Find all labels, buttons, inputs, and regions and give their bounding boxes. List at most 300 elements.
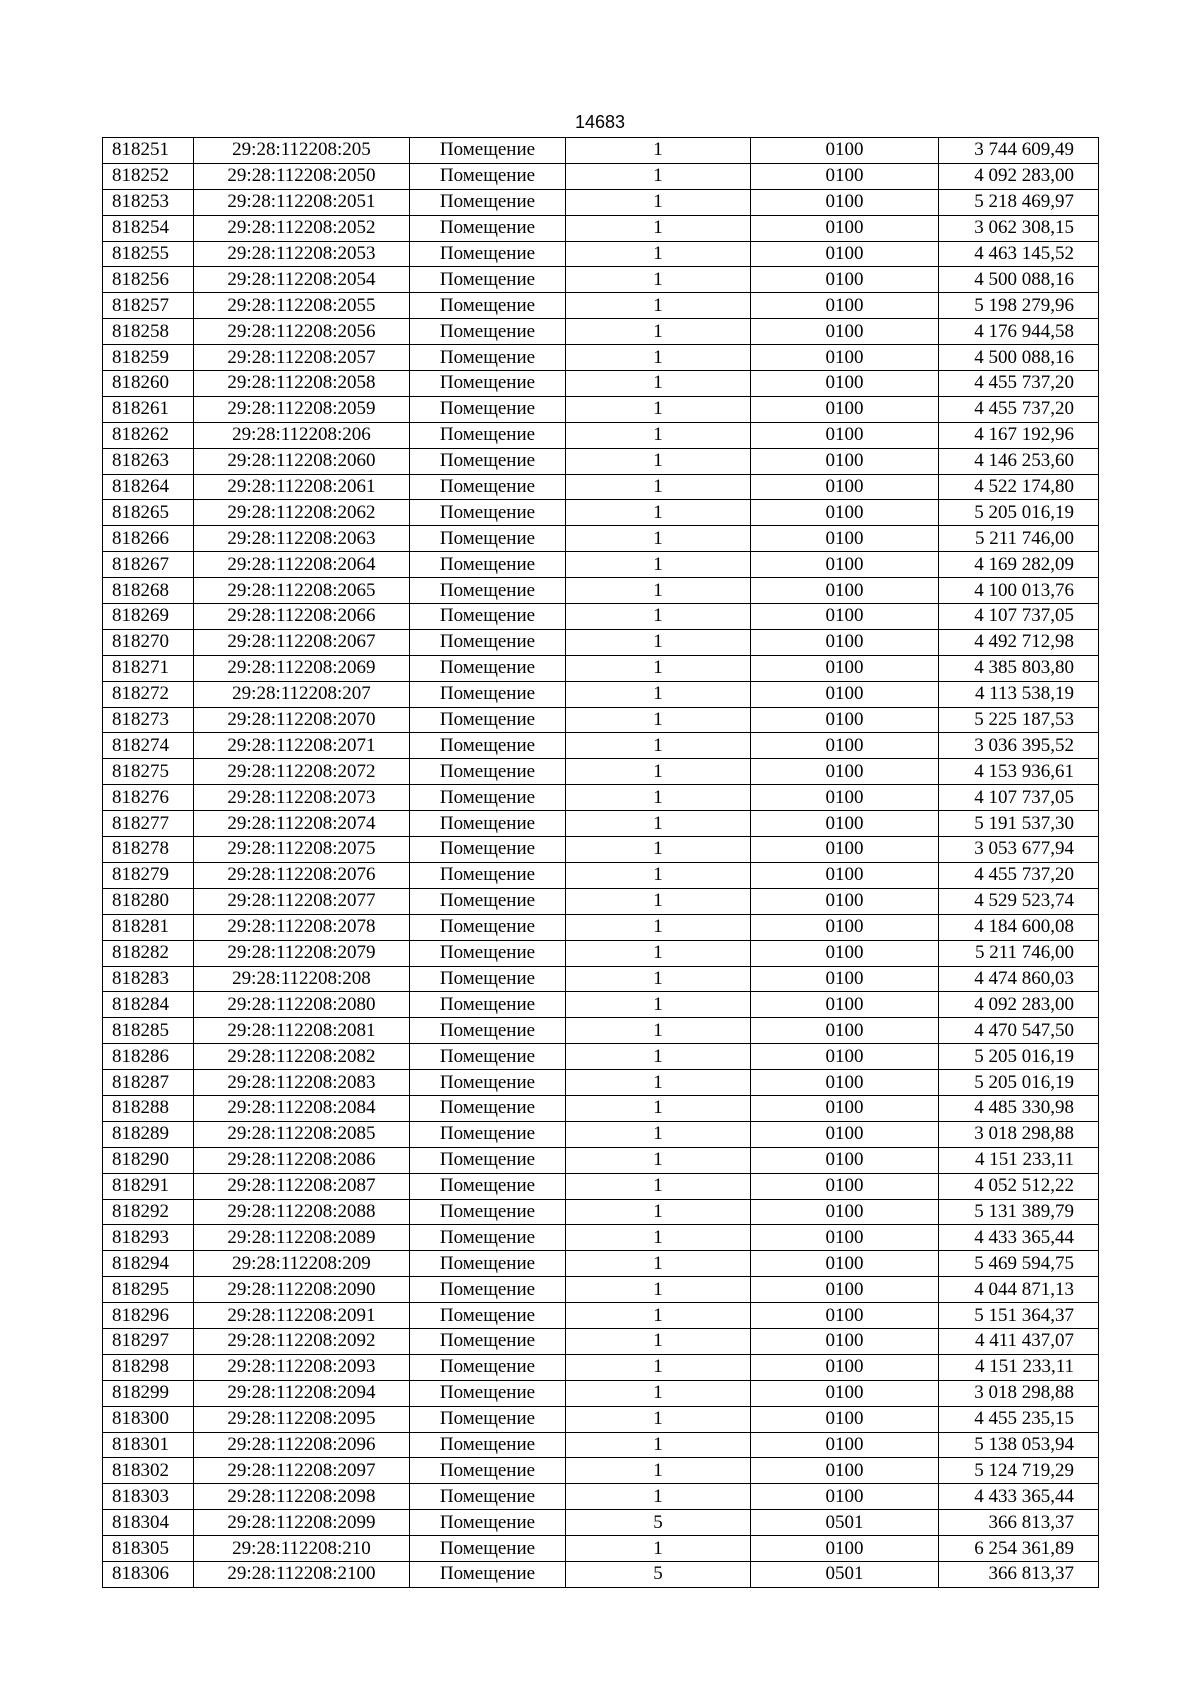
group-cell: 1 [566, 655, 751, 681]
cadastral-value-cell: 4 092 283,00 [939, 163, 1099, 189]
object-type-cell: Помещение [410, 1561, 566, 1587]
group-cell: 1 [566, 1095, 751, 1121]
object-type-cell: Помещение [410, 837, 566, 863]
table-row [103, 293, 1099, 319]
group-cell: 1 [566, 759, 751, 785]
object-type-cell: Помещение [410, 733, 566, 759]
object-type-cell: Помещение [410, 940, 566, 966]
object-type-cell: Помещение [410, 1510, 566, 1536]
table-row [103, 966, 1099, 992]
cadastral-number-cell: 29:28:112208:2071 [194, 733, 410, 759]
record-number-cell: 818269 [103, 604, 194, 630]
group-cell: 1 [566, 500, 751, 526]
cadastral-value-cell: 4 455 737,20 [939, 396, 1099, 422]
table-row [103, 888, 1099, 914]
cadastral-number-cell: 29:28:112208:2058 [194, 371, 410, 397]
group-cell: 1 [566, 604, 751, 630]
code-cell: 0100 [751, 215, 939, 241]
cadastral-number-cell: 29:28:112208:2063 [194, 526, 410, 552]
code-cell: 0100 [751, 500, 939, 526]
code-cell: 0100 [751, 552, 939, 578]
group-cell: 1 [566, 1536, 751, 1562]
cadastral-number-cell: 29:28:112208:2090 [194, 1277, 410, 1303]
table-row [103, 837, 1099, 863]
object-type-cell: Помещение [410, 371, 566, 397]
record-number-cell: 818289 [103, 1121, 194, 1147]
cadastral-value-cell: 4 113 538,19 [939, 681, 1099, 707]
group-cell: 1 [566, 345, 751, 371]
group-cell: 1 [566, 681, 751, 707]
cadastral-number-cell: 29:28:112208:2072 [194, 759, 410, 785]
code-cell: 0100 [751, 1354, 939, 1380]
group-cell: 1 [566, 1044, 751, 1070]
cadastral-value-cell: 4 184 600,08 [939, 914, 1099, 940]
cadastral-value-cell: 4 433 365,44 [939, 1484, 1099, 1510]
record-number-cell: 818301 [103, 1432, 194, 1458]
record-number-cell: 818252 [103, 163, 194, 189]
object-type-cell: Помещение [410, 759, 566, 785]
object-type-cell: Помещение [410, 1458, 566, 1484]
table-row [103, 396, 1099, 422]
object-type-cell: Помещение [410, 1484, 566, 1510]
cadastral-number-cell: 29:28:112208:2069 [194, 655, 410, 681]
cadastral-number-cell: 29:28:112208:2054 [194, 267, 410, 293]
cadastral-value-cell: 4 485 330,98 [939, 1095, 1099, 1121]
code-cell: 0100 [751, 1432, 939, 1458]
table-row [103, 1225, 1099, 1251]
cadastral-value-cell: 5 131 389,79 [939, 1199, 1099, 1225]
code-cell: 0100 [751, 138, 939, 164]
cadastral-value-cell: 5 211 746,00 [939, 526, 1099, 552]
code-cell: 0501 [751, 1510, 939, 1536]
record-number-cell: 818300 [103, 1406, 194, 1432]
cadastral-number-cell: 29:28:112208:2060 [194, 448, 410, 474]
group-cell: 1 [566, 241, 751, 267]
code-cell: 0100 [751, 785, 939, 811]
cadastral-number-cell: 29:28:112208:2091 [194, 1303, 410, 1329]
code-cell: 0100 [751, 888, 939, 914]
cadastral-number-cell: 29:28:112208:2085 [194, 1121, 410, 1147]
table-row [103, 422, 1099, 448]
record-number-cell: 818268 [103, 578, 194, 604]
group-cell: 1 [566, 267, 751, 293]
table-row [103, 707, 1099, 733]
group-cell: 1 [566, 1406, 751, 1432]
record-number-cell: 818265 [103, 500, 194, 526]
cadastral-number-cell: 29:28:112208:2075 [194, 837, 410, 863]
record-number-cell: 818282 [103, 940, 194, 966]
table-row [103, 1406, 1099, 1432]
table-row [103, 163, 1099, 189]
record-number-cell: 818278 [103, 837, 194, 863]
object-type-cell: Помещение [410, 396, 566, 422]
cadastral-value-cell: 4 385 803,80 [939, 655, 1099, 681]
group-cell: 1 [566, 1199, 751, 1225]
object-type-cell: Помещение [410, 319, 566, 345]
cadastral-value-cell: 5 198 279,96 [939, 293, 1099, 319]
object-type-cell: Помещение [410, 811, 566, 837]
cadastral-value-cell: 4 455 737,20 [939, 862, 1099, 888]
cadastral-number-cell: 29:28:112208:2081 [194, 1018, 410, 1044]
object-type-cell: Помещение [410, 293, 566, 319]
registry-table [102, 137, 1099, 1588]
cadastral-number-cell: 29:28:112208:2093 [194, 1354, 410, 1380]
code-cell: 0100 [751, 862, 939, 888]
cadastral-value-cell: 3 053 677,94 [939, 837, 1099, 863]
code-cell: 0100 [751, 345, 939, 371]
group-cell: 1 [566, 1432, 751, 1458]
object-type-cell: Помещение [410, 345, 566, 371]
cadastral-value-cell: 5 205 016,19 [939, 500, 1099, 526]
code-cell: 0501 [751, 1561, 939, 1587]
code-cell: 0100 [751, 966, 939, 992]
record-number-cell: 818272 [103, 681, 194, 707]
record-number-cell: 818288 [103, 1095, 194, 1121]
cadastral-value-cell: 5 151 364,37 [939, 1303, 1099, 1329]
record-number-cell: 818255 [103, 241, 194, 267]
cadastral-value-cell: 3 062 308,15 [939, 215, 1099, 241]
cadastral-value-cell: 5 124 719,29 [939, 1458, 1099, 1484]
table-row [103, 1199, 1099, 1225]
cadastral-value-cell: 5 218 469,97 [939, 189, 1099, 215]
code-cell: 0100 [751, 526, 939, 552]
object-type-cell: Помещение [410, 189, 566, 215]
group-cell: 1 [566, 1147, 751, 1173]
cadastral-value-cell: 4 455 235,15 [939, 1406, 1099, 1432]
cadastral-value-cell: 5 225 187,53 [939, 707, 1099, 733]
cadastral-number-cell: 29:28:112208:2076 [194, 862, 410, 888]
cadastral-value-cell: 5 205 016,19 [939, 1044, 1099, 1070]
cadastral-value-cell: 3 744 609,49 [939, 138, 1099, 164]
record-number-cell: 818251 [103, 138, 194, 164]
object-type-cell: Помещение [410, 138, 566, 164]
record-number-cell: 818284 [103, 992, 194, 1018]
table-row [103, 1121, 1099, 1147]
object-type-cell: Помещение [410, 1380, 566, 1406]
group-cell: 1 [566, 862, 751, 888]
object-type-cell: Помещение [410, 1432, 566, 1458]
record-number-cell: 818262 [103, 422, 194, 448]
code-cell: 0100 [751, 1277, 939, 1303]
table-row [103, 345, 1099, 371]
code-cell: 0100 [751, 371, 939, 397]
cadastral-number-cell: 29:28:112208:2100 [194, 1561, 410, 1587]
table-row [103, 940, 1099, 966]
cadastral-value-cell: 4 463 145,52 [939, 241, 1099, 267]
table-row [103, 992, 1099, 1018]
object-type-cell: Помещение [410, 1095, 566, 1121]
cadastral-number-cell: 29:28:112208:2083 [194, 1070, 410, 1096]
record-number-cell: 818296 [103, 1303, 194, 1329]
record-number-cell: 818281 [103, 914, 194, 940]
table-row [103, 1536, 1099, 1562]
table-row [103, 759, 1099, 785]
code-cell: 0100 [751, 940, 939, 966]
object-type-cell: Помещение [410, 992, 566, 1018]
cadastral-number-cell: 29:28:112208:2052 [194, 215, 410, 241]
record-number-cell: 818260 [103, 371, 194, 397]
object-type-cell: Помещение [410, 474, 566, 500]
record-number-cell: 818297 [103, 1328, 194, 1354]
record-number-cell: 818253 [103, 189, 194, 215]
group-cell: 5 [566, 1561, 751, 1587]
object-type-cell: Помещение [410, 1199, 566, 1225]
table-row [103, 1277, 1099, 1303]
table-row [103, 629, 1099, 655]
object-type-cell: Помещение [410, 629, 566, 655]
record-number-cell: 818302 [103, 1458, 194, 1484]
cadastral-number-cell: 29:28:112208:2051 [194, 189, 410, 215]
cadastral-number-cell: 29:28:112208:2082 [194, 1044, 410, 1070]
object-type-cell: Помещение [410, 1070, 566, 1096]
cadastral-value-cell: 4 411 437,07 [939, 1328, 1099, 1354]
record-number-cell: 818304 [103, 1510, 194, 1536]
group-cell: 1 [566, 319, 751, 345]
cadastral-number-cell: 29:28:112208:206 [194, 422, 410, 448]
cadastral-number-cell: 29:28:112208:209 [194, 1251, 410, 1277]
group-cell: 1 [566, 215, 751, 241]
cadastral-number-cell: 29:28:112208:2057 [194, 345, 410, 371]
table-row [103, 914, 1099, 940]
group-cell: 1 [566, 785, 751, 811]
group-cell: 1 [566, 552, 751, 578]
record-number-cell: 818280 [103, 888, 194, 914]
object-type-cell: Помещение [410, 267, 566, 293]
cadastral-number-cell: 29:28:112208:2073 [194, 785, 410, 811]
cadastral-number-cell: 29:28:112208:2087 [194, 1173, 410, 1199]
table-row [103, 1561, 1099, 1587]
group-cell: 1 [566, 526, 751, 552]
object-type-cell: Помещение [410, 966, 566, 992]
cadastral-number-cell: 29:28:112208:2050 [194, 163, 410, 189]
object-type-cell: Помещение [410, 1303, 566, 1329]
cadastral-number-cell: 29:28:112208:2070 [194, 707, 410, 733]
cadastral-value-cell: 4 455 737,20 [939, 371, 1099, 397]
code-cell: 0100 [751, 1095, 939, 1121]
group-cell: 1 [566, 966, 751, 992]
group-cell: 1 [566, 707, 751, 733]
record-number-cell: 818303 [103, 1484, 194, 1510]
table-row [103, 1070, 1099, 1096]
group-cell: 1 [566, 448, 751, 474]
group-cell: 1 [566, 811, 751, 837]
table-row [103, 1018, 1099, 1044]
record-number-cell: 818292 [103, 1199, 194, 1225]
group-cell: 1 [566, 578, 751, 604]
record-number-cell: 818279 [103, 862, 194, 888]
code-cell: 0100 [751, 1173, 939, 1199]
cadastral-value-cell: 4 529 523,74 [939, 888, 1099, 914]
object-type-cell: Помещение [410, 1406, 566, 1432]
record-number-cell: 818273 [103, 707, 194, 733]
cadastral-value-cell: 4 500 088,16 [939, 345, 1099, 371]
code-cell: 0100 [751, 629, 939, 655]
table-row [103, 785, 1099, 811]
object-type-cell: Помещение [410, 163, 566, 189]
object-type-cell: Помещение [410, 448, 566, 474]
object-type-cell: Помещение [410, 1354, 566, 1380]
record-number-cell: 818290 [103, 1147, 194, 1173]
code-cell: 0100 [751, 681, 939, 707]
table-row [103, 1458, 1099, 1484]
cadastral-number-cell: 29:28:112208:2095 [194, 1406, 410, 1432]
code-cell: 0100 [751, 655, 939, 681]
table-row [103, 189, 1099, 215]
cadastral-number-cell: 29:28:112208:207 [194, 681, 410, 707]
cadastral-value-cell: 4 151 233,11 [939, 1354, 1099, 1380]
record-number-cell: 818299 [103, 1380, 194, 1406]
object-type-cell: Помещение [410, 1251, 566, 1277]
cadastral-value-cell: 4 092 283,00 [939, 992, 1099, 1018]
code-cell: 0100 [751, 1251, 939, 1277]
record-number-cell: 818277 [103, 811, 194, 837]
group-cell: 5 [566, 1510, 751, 1536]
table-row [103, 1432, 1099, 1458]
code-cell: 0100 [751, 422, 939, 448]
table-row [103, 448, 1099, 474]
cadastral-value-cell: 4 044 871,13 [939, 1277, 1099, 1303]
cadastral-value-cell: 4 107 737,05 [939, 604, 1099, 630]
cadastral-number-cell: 29:28:112208:208 [194, 966, 410, 992]
cadastral-number-cell: 29:28:112208:2061 [194, 474, 410, 500]
cadastral-number-cell: 29:28:112208:2098 [194, 1484, 410, 1510]
table-row [103, 319, 1099, 345]
cadastral-value-cell: 4 153 936,61 [939, 759, 1099, 785]
object-type-cell: Помещение [410, 604, 566, 630]
code-cell: 0100 [751, 759, 939, 785]
code-cell: 0100 [751, 189, 939, 215]
code-cell: 0100 [751, 448, 939, 474]
code-cell: 0100 [751, 163, 939, 189]
cadastral-number-cell: 29:28:112208:2092 [194, 1328, 410, 1354]
code-cell: 0100 [751, 319, 939, 345]
record-number-cell: 818283 [103, 966, 194, 992]
table-row [103, 655, 1099, 681]
object-type-cell: Помещение [410, 888, 566, 914]
group-cell: 1 [566, 163, 751, 189]
record-number-cell: 818305 [103, 1536, 194, 1562]
table-row [103, 1380, 1099, 1406]
cadastral-value-cell: 366 813,37 [939, 1561, 1099, 1587]
cadastral-number-cell: 29:28:112208:2064 [194, 552, 410, 578]
table-row [103, 1354, 1099, 1380]
code-cell: 0100 [751, 914, 939, 940]
group-cell: 1 [566, 992, 751, 1018]
object-type-cell: Помещение [410, 578, 566, 604]
group-cell: 1 [566, 1277, 751, 1303]
record-number-cell: 818275 [103, 759, 194, 785]
record-number-cell: 818254 [103, 215, 194, 241]
table-row [103, 138, 1099, 164]
table-row [103, 267, 1099, 293]
object-type-cell: Помещение [410, 241, 566, 267]
registry-table-body [103, 138, 1099, 1588]
table-row [103, 1251, 1099, 1277]
object-type-cell: Помещение [410, 1225, 566, 1251]
group-cell: 1 [566, 371, 751, 397]
group-cell: 1 [566, 914, 751, 940]
cadastral-value-cell: 4 167 192,96 [939, 422, 1099, 448]
object-type-cell: Помещение [410, 681, 566, 707]
record-number-cell: 818285 [103, 1018, 194, 1044]
code-cell: 0100 [751, 1147, 939, 1173]
cadastral-value-cell: 4 151 233,11 [939, 1147, 1099, 1173]
group-cell: 1 [566, 1018, 751, 1044]
cadastral-number-cell: 29:28:112208:2066 [194, 604, 410, 630]
group-cell: 1 [566, 1303, 751, 1329]
record-number-cell: 818306 [103, 1561, 194, 1587]
object-type-cell: Помещение [410, 707, 566, 733]
table-row [103, 1147, 1099, 1173]
record-number-cell: 818298 [103, 1354, 194, 1380]
cadastral-number-cell: 29:28:112208:2055 [194, 293, 410, 319]
table-row [103, 1484, 1099, 1510]
cadastral-number-cell: 29:28:112208:2053 [194, 241, 410, 267]
code-cell: 0100 [751, 811, 939, 837]
object-type-cell: Помещение [410, 1147, 566, 1173]
cadastral-number-cell: 29:28:112208:2079 [194, 940, 410, 966]
record-number-cell: 818271 [103, 655, 194, 681]
table-row [103, 1510, 1099, 1536]
code-cell: 0100 [751, 396, 939, 422]
cadastral-number-cell: 29:28:112208:2094 [194, 1380, 410, 1406]
cadastral-value-cell: 6 254 361,89 [939, 1536, 1099, 1562]
cadastral-value-cell: 366 813,37 [939, 1510, 1099, 1536]
record-number-cell: 818294 [103, 1251, 194, 1277]
table-row [103, 241, 1099, 267]
group-cell: 1 [566, 138, 751, 164]
cadastral-value-cell: 4 169 282,09 [939, 552, 1099, 578]
record-number-cell: 818256 [103, 267, 194, 293]
cadastral-number-cell: 29:28:112208:2097 [194, 1458, 410, 1484]
record-number-cell: 818286 [103, 1044, 194, 1070]
cadastral-number-cell: 29:28:112208:210 [194, 1536, 410, 1562]
code-cell: 0100 [751, 474, 939, 500]
cadastral-number-cell: 29:28:112208:2084 [194, 1095, 410, 1121]
object-type-cell: Помещение [410, 1536, 566, 1562]
cadastral-value-cell: 4 176 944,58 [939, 319, 1099, 345]
code-cell: 0100 [751, 733, 939, 759]
group-cell: 1 [566, 1484, 751, 1510]
cadastral-value-cell: 4 100 013,76 [939, 578, 1099, 604]
code-cell: 0100 [751, 1199, 939, 1225]
cadastral-number-cell: 29:28:112208:2080 [194, 992, 410, 1018]
group-cell: 1 [566, 474, 751, 500]
object-type-cell: Помещение [410, 526, 566, 552]
cadastral-number-cell: 29:28:112208:2056 [194, 319, 410, 345]
code-cell: 0100 [751, 1121, 939, 1147]
cadastral-number-cell: 29:28:112208:2099 [194, 1510, 410, 1536]
group-cell: 1 [566, 1251, 751, 1277]
record-number-cell: 818264 [103, 474, 194, 500]
cadastral-value-cell: 4 474 860,03 [939, 966, 1099, 992]
record-number-cell: 818266 [103, 526, 194, 552]
table-row [103, 474, 1099, 500]
record-number-cell: 818274 [103, 733, 194, 759]
code-cell: 0100 [751, 1303, 939, 1329]
cadastral-number-cell: 29:28:112208:205 [194, 138, 410, 164]
object-type-cell: Помещение [410, 552, 566, 578]
code-cell: 0100 [751, 707, 939, 733]
group-cell: 1 [566, 629, 751, 655]
group-cell: 1 [566, 1458, 751, 1484]
record-number-cell: 818293 [103, 1225, 194, 1251]
cadastral-number-cell: 29:28:112208:2059 [194, 396, 410, 422]
record-number-cell: 818258 [103, 319, 194, 345]
group-cell: 1 [566, 837, 751, 863]
cadastral-value-cell: 5 205 016,19 [939, 1070, 1099, 1096]
code-cell: 0100 [751, 837, 939, 863]
